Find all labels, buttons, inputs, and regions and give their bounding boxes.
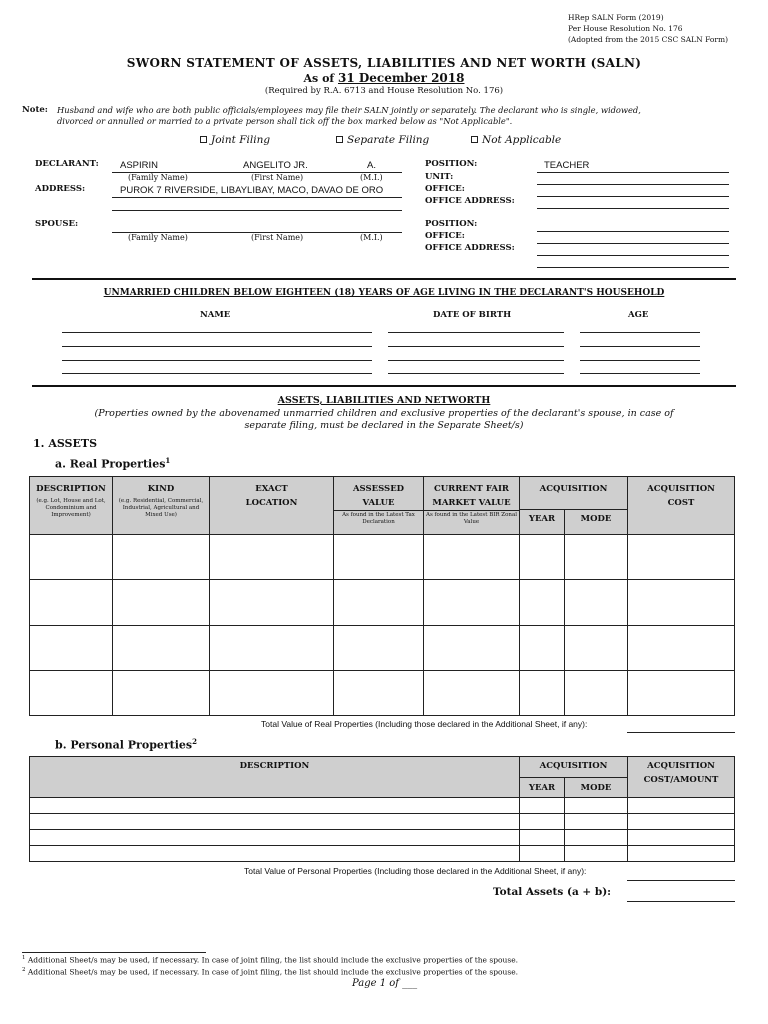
th-acq-cost-1: ACQUISITION: [647, 484, 715, 494]
not-applicable-label: Not Applicable: [482, 134, 562, 146]
th-market-value: MARKET VALUE: [432, 498, 511, 508]
spouse-office-address-line-2: [537, 267, 729, 268]
declarant-label: DECLARANT:: [35, 159, 99, 169]
checkbox-box[interactable]: [336, 136, 343, 143]
not-applicable-checkbox[interactable]: [471, 134, 561, 146]
child-dob-line: [388, 373, 564, 374]
table-row[interactable]: [29, 845, 735, 846]
declarant-position[interactable]: TEACHER: [544, 160, 590, 171]
pth-acq-cost-1: ACQUISITION: [647, 761, 715, 771]
form-id-line2: Per House Resolution No. 176: [568, 24, 683, 33]
acq-subdivider: [519, 777, 628, 778]
unit-line: [537, 184, 729, 185]
th-assessed-sub: As found in the Latest Tax Declaration: [342, 512, 415, 525]
table-row[interactable]: [29, 813, 735, 814]
child-dob-line: [388, 332, 564, 333]
footnote-2-text: Additional Sheet/s may be used, if necessary. In case of joint filing, the list should include the exclusive properties of the spouse.: [27, 967, 519, 977]
child-name-line: [62, 346, 372, 347]
th-description: DESCRIPTION: [36, 484, 106, 494]
pth-year: YEAR: [528, 783, 556, 793]
value-subdivider: [333, 510, 520, 511]
pth-acquisition: ACQUISITION: [539, 761, 608, 771]
personal-properties-footnote-ref: 2: [192, 737, 197, 746]
declarant-family-name[interactable]: ASPIRIN: [120, 160, 159, 171]
office-address-line: [537, 208, 729, 209]
footnote-rule: [22, 952, 206, 953]
footnote-1-num: 1: [22, 955, 26, 961]
th-kind-sub: (e.g. Residential, Commercial, Industrial, Agricultural and Mixed Use): [118, 498, 204, 518]
spouse-family-sublabel: (Family Name): [128, 233, 188, 242]
assets-heading: 1. ASSETS: [33, 437, 98, 450]
declarant-address[interactable]: PUROK 7 RIVERSIDE, LIBAYLIBAY, MACO, DAVAO DE ORO: [120, 185, 384, 196]
address-line-2: [112, 210, 402, 211]
form-id-line3: (Adopted from the 2015 CSC SALN Form): [568, 35, 729, 44]
spouse-office-label: OFFICE:: [425, 231, 465, 241]
spouse-position-label: POSITION:: [425, 219, 478, 229]
real-properties-heading: [55, 456, 170, 471]
child-name-line: [62, 373, 372, 374]
personal-properties-text: b. Personal Properties: [55, 738, 193, 752]
joint-filing-checkbox[interactable]: [200, 134, 270, 146]
first-name-sublabel: (First Name): [251, 173, 304, 182]
table-row[interactable]: [29, 829, 735, 830]
real-properties-text: a. Real Properties: [55, 457, 166, 471]
child-name-line: [62, 360, 372, 361]
office-label: OFFICE:: [425, 184, 465, 194]
child-dob-line: [388, 360, 564, 361]
section-divider-2: [32, 385, 736, 387]
address-label: ADDRESS:: [35, 184, 86, 194]
real-total-line[interactable]: [627, 732, 735, 733]
child-age-line: [580, 373, 700, 374]
child-age-line: [580, 346, 700, 347]
th-acquisition: ACQUISITION: [539, 484, 608, 494]
as-of-line: [0, 71, 768, 85]
alnw-note-1: (Properties owned by the abovenamed unmarried children and exclusive properties of the declarant's spouse, in case of: [94, 408, 674, 419]
spouse-label: SPOUSE:: [35, 219, 79, 229]
note-line-2: divorced or annulled or married to a private person shall tick off the box marked below as "Not Applicable".: [57, 116, 513, 126]
note-line-1: Husband and wife who are both public officials/employees may file their SALN jointly or separately. The declarant who is single, widowed,: [57, 105, 641, 115]
note-label: Note:: [22, 105, 48, 115]
th-description-sub: (e.g. Lot, House and Lot, Condominium and Improvement): [36, 498, 106, 518]
spouse-mi-sublabel: (M.I.): [360, 233, 383, 242]
footnote-2-num: 2: [22, 967, 26, 973]
pth-description: DESCRIPTION: [239, 761, 310, 771]
footnote-1-text: Additional Sheet/s may be used, if necessary. In case of joint filing, the list should include the exclusive properties of the spouse.: [27, 955, 519, 965]
th-year: YEAR: [528, 514, 556, 524]
table-row[interactable]: [29, 625, 735, 626]
footnote-1: [22, 955, 518, 965]
personal-total-label: Total Value of Personal Properties (Including those declared in the Additional Sheet, if any):: [244, 866, 587, 876]
th-mode: MODE: [580, 514, 612, 524]
checkbox-box[interactable]: [200, 136, 207, 143]
real-properties-footnote-ref: 1: [165, 456, 171, 465]
total-assets-label: Total Assets (a + b):: [493, 886, 612, 898]
checkbox-box[interactable]: [471, 136, 478, 143]
page-number: Page 1 of ___: [352, 978, 418, 989]
child-name-line: [62, 332, 372, 333]
th-assessed: ASSESSED: [352, 484, 405, 494]
form-title: SWORN STATEMENT OF ASSETS, LIABILITIES AND NET WORTH (SALN): [126, 56, 642, 70]
child-dob-line: [388, 346, 564, 347]
spouse-office-line: [537, 243, 729, 244]
office-address-label: OFFICE ADDRESS:: [425, 196, 515, 206]
real-total-label: Total Value of Real Properties (Including those declared in the Additional Sheet, if any):: [261, 719, 588, 729]
unit-label: UNIT:: [425, 172, 454, 182]
form-id-line1: HRep SALN Form (2019): [568, 13, 664, 22]
th-cfmv-sub: As found in the Latest BIR Zonal Value: [425, 512, 518, 525]
th-exact: EXACT: [255, 484, 288, 494]
th-location: LOCATION: [245, 498, 298, 508]
declarant-mi[interactable]: A.: [367, 160, 376, 171]
spouse-office-address-label: OFFICE ADDRESS:: [425, 243, 515, 253]
office-line: [537, 196, 729, 197]
children-col-age: AGE: [628, 310, 649, 320]
pth-mode: MODE: [580, 783, 612, 793]
table-row[interactable]: [29, 670, 735, 671]
th-kind: KIND: [147, 484, 175, 494]
children-col-name: NAME: [200, 310, 231, 320]
position-line: [537, 172, 729, 173]
th-acq-cost-2: COST: [667, 498, 695, 508]
as-of-prefix: As of: [303, 72, 335, 85]
child-age-line: [580, 332, 700, 333]
pth-acq-cost-2: COST/AMOUNT: [643, 775, 719, 785]
alnw-note-2: separate filing, must be declared in the Separate Sheet/s): [244, 420, 524, 431]
position-label: POSITION:: [425, 159, 478, 169]
acq-subdivider: [519, 509, 628, 510]
th-current-fair: CURRENT FAIR: [433, 484, 509, 494]
personal-properties-heading: [55, 737, 197, 752]
children-title: UNMARRIED CHILDREN BELOW EIGHTEEN (18) YEARS OF AGE LIVING IN THE DECLARANT'S HOUSEHOLD: [103, 288, 665, 298]
separate-filing-label: Separate Filing: [347, 134, 430, 146]
mi-sublabel: (M.I.): [360, 173, 383, 182]
separate-filing-checkbox[interactable]: [336, 134, 429, 146]
section-divider: [32, 278, 736, 280]
table-row[interactable]: [29, 579, 735, 580]
child-age-line: [580, 360, 700, 361]
spouse-first-sublabel: (First Name): [251, 233, 304, 242]
joint-filing-label: Joint Filing: [211, 134, 271, 146]
family-name-sublabel: (Family Name): [128, 173, 188, 182]
address-line-1: [112, 197, 402, 198]
required-by: (Required by R.A. 6713 and House Resolution No. 176): [264, 86, 504, 96]
spouse-position-line: [537, 231, 729, 232]
spouse-office-address-line-1: [537, 255, 729, 256]
th-value: VALUE: [362, 498, 395, 508]
declarant-first-name[interactable]: ANGELITO JR.: [243, 160, 308, 171]
children-col-dob: DATE OF BIRTH: [433, 310, 512, 320]
as-of-date: 31 December 2018: [338, 71, 465, 85]
alnw-title: ASSETS, LIABILITIES AND NETWORTH: [277, 395, 491, 406]
total-assets-line[interactable]: [627, 901, 735, 902]
footnote-2: [22, 967, 518, 977]
personal-total-line[interactable]: [627, 880, 735, 881]
